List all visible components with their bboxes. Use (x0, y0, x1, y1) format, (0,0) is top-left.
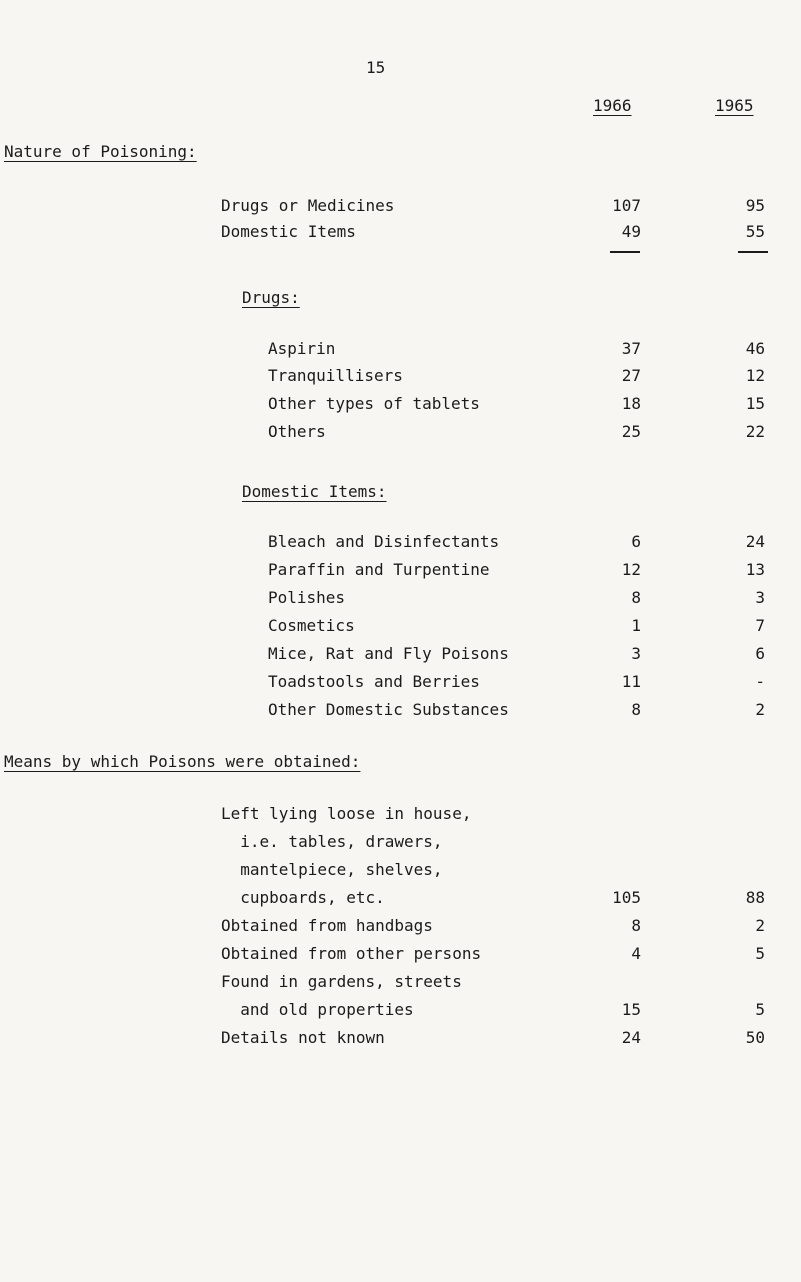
domestic-heading: Domestic Items: (242, 482, 387, 501)
row-label: i.e. tables, drawers, (221, 832, 443, 851)
column-header-1966: 1966 (593, 96, 632, 115)
value-1966: 105 (612, 888, 641, 907)
row-label: cupboards, etc. (221, 888, 385, 907)
row-label: Found in gardens, streets (221, 972, 462, 991)
table-row (0, 196, 801, 224)
value-1966: 27 (621, 366, 641, 385)
value-1965: 22 (745, 422, 765, 441)
row-label: Details not known (221, 1028, 385, 1047)
table-row (0, 394, 801, 422)
table-row (0, 1028, 801, 1056)
table-row (0, 560, 801, 588)
value-1966: 107 (612, 196, 641, 215)
value-1965: 88 (745, 888, 765, 907)
value-1965: 3 (755, 588, 765, 607)
table-row (0, 700, 801, 728)
row-label: Drugs or Medicines (221, 196, 395, 215)
table-row (0, 888, 801, 916)
value-1966: 25 (621, 422, 641, 441)
row-label: Mice, Rat and Fly Poisons (268, 644, 509, 663)
value-1966: 12 (621, 560, 641, 579)
value-1965: 7 (755, 616, 765, 635)
value-1966: 18 (621, 394, 641, 413)
table-row (0, 422, 801, 450)
value-1965: 5 (755, 1000, 765, 1019)
row-label: Others (268, 422, 326, 441)
table-row (0, 532, 801, 560)
row-label: Domestic Items (221, 222, 356, 241)
row-label: Aspirin (268, 339, 336, 358)
table-row (0, 860, 801, 888)
table-row (0, 672, 801, 700)
row-label: Other types of tablets (268, 394, 480, 413)
table-row (0, 916, 801, 944)
total-rule-1965 (738, 251, 768, 253)
table-row (0, 339, 801, 367)
page-number: 15 (366, 58, 386, 77)
value-1966: 11 (621, 672, 641, 691)
value-1965: 50 (745, 1028, 765, 1047)
value-1966: 15 (621, 1000, 641, 1019)
row-label: Left lying loose in house, (221, 804, 472, 823)
value-1965: - (755, 672, 765, 691)
value-1965: 13 (745, 560, 765, 579)
value-1965: 15 (745, 394, 765, 413)
value-1965: 2 (755, 700, 765, 719)
value-1966: 49 (621, 222, 641, 241)
value-1965: 46 (745, 339, 765, 358)
row-label: Toadstools and Berries (268, 672, 480, 691)
value-1965: 24 (745, 532, 765, 551)
value-1966: 8 (631, 916, 641, 935)
row-label: mantelpiece, shelves, (221, 860, 443, 879)
value-1965: 12 (745, 366, 765, 385)
column-header-1965: 1965 (715, 96, 754, 115)
value-1966: 3 (631, 644, 641, 663)
table-row (0, 804, 801, 832)
row-label: Obtained from other persons (221, 944, 482, 963)
table-row (0, 616, 801, 644)
value-1966: 37 (621, 339, 641, 358)
table-row (0, 1000, 801, 1028)
table-row (0, 944, 801, 972)
table-row (0, 972, 801, 1000)
row-label: Obtained from handbags (221, 916, 433, 935)
value-1966: 8 (631, 700, 641, 719)
table-row (0, 832, 801, 860)
row-label: Polishes (268, 588, 346, 607)
value-1966: 6 (631, 532, 641, 551)
value-1965: 55 (745, 222, 765, 241)
value-1966: 8 (631, 588, 641, 607)
row-label: Paraffin and Turpentine (268, 560, 490, 579)
value-1965: 95 (745, 196, 765, 215)
table-row (0, 222, 801, 250)
value-1965: 5 (755, 944, 765, 963)
means-heading: Means by which Poisons were obtained: (4, 752, 361, 771)
row-label: and old properties (221, 1000, 414, 1019)
table-row (0, 644, 801, 672)
table-row (0, 366, 801, 394)
nature-heading: Nature of Poisoning: (4, 142, 197, 161)
value-1966: 1 (631, 616, 641, 635)
table-row (0, 588, 801, 616)
row-label: Cosmetics (268, 616, 355, 635)
drugs-heading: Drugs: (242, 288, 300, 307)
total-rule-1966 (610, 251, 640, 253)
value-1965: 2 (755, 916, 765, 935)
row-label: Other Domestic Substances (268, 700, 509, 719)
value-1966: 24 (621, 1028, 641, 1047)
row-label: Bleach and Disinfectants (268, 532, 500, 551)
row-label: Tranquillisers (268, 366, 403, 385)
value-1966: 4 (631, 944, 641, 963)
value-1965: 6 (755, 644, 765, 663)
